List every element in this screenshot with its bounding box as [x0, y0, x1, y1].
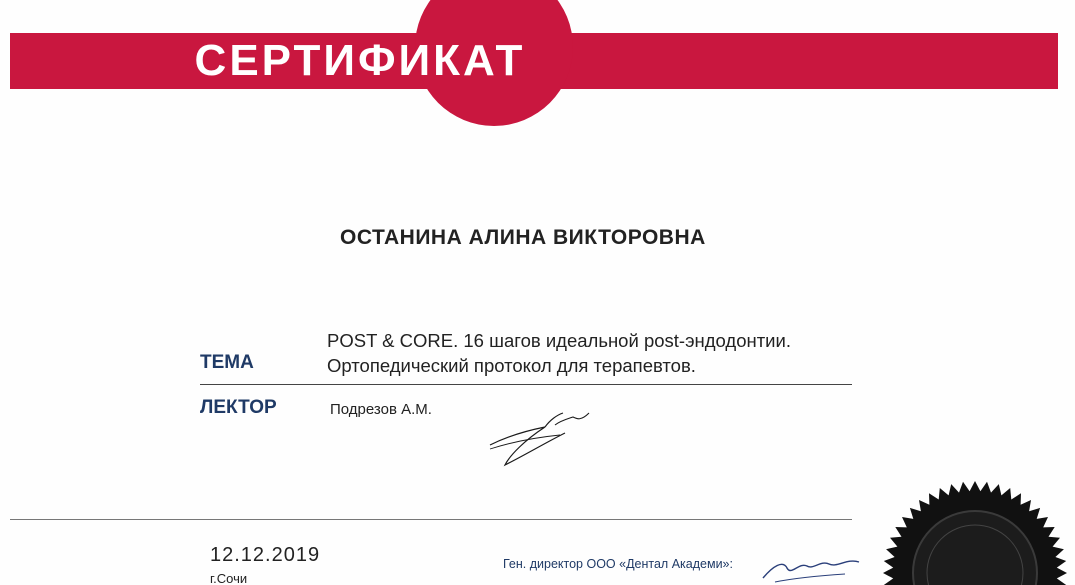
- topic-label: ТЕМА: [200, 352, 254, 373]
- topic-divider: [200, 384, 852, 385]
- certificate-title: СЕРТИФИКАТ: [194, 36, 526, 85]
- topic-text-line-2: Ортопедический протокол для терапевтов.: [327, 355, 696, 376]
- seal-icon: [880, 478, 1070, 585]
- director-signature-icon: [755, 548, 865, 585]
- director-label: Ген. директор ООО «Дентал Академи»:: [503, 557, 733, 571]
- issue-city: г.Сочи: [210, 571, 248, 585]
- footer-divider: [10, 519, 852, 520]
- recipient-name: ОСТАНИНА АЛИНА ВИКТОРОВНА: [340, 226, 706, 249]
- topic-text-line-1: POST & CORE. 16 шагов идеальной post-эндодонтии.: [327, 330, 791, 351]
- title-banner: [10, 33, 1058, 89]
- lector-name: Подрезов А.М.: [330, 401, 432, 418]
- lector-signature-icon: [485, 405, 595, 470]
- issue-date: 12.12.2019: [210, 544, 321, 566]
- lector-label: ЛЕКТОР: [200, 397, 277, 418]
